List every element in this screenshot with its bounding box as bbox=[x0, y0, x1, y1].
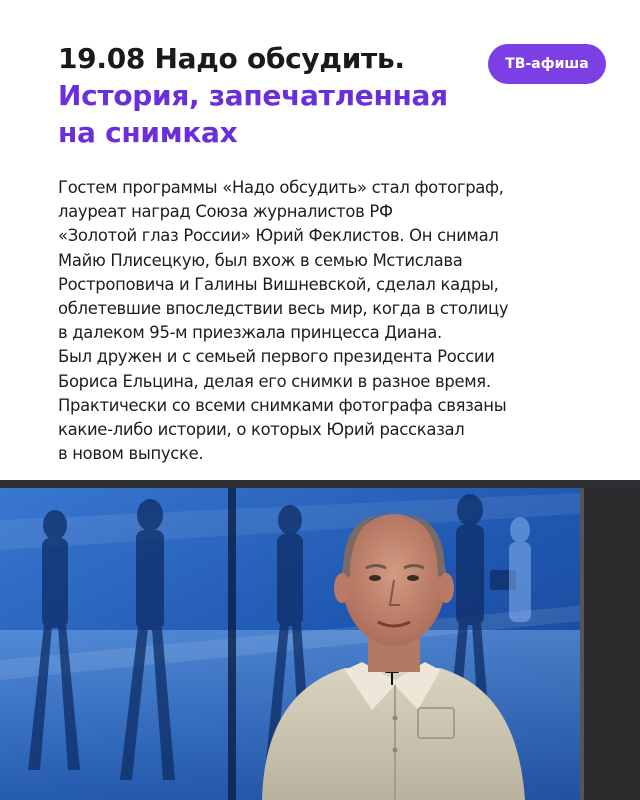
body-line: лауреат наград Союза журналистов РФ bbox=[58, 202, 393, 222]
body-line: облетевшие впоследствии весь мир, когда в столицу bbox=[58, 299, 509, 319]
body-line: Майю Плисецкую, был вхож в семью Мстислава bbox=[58, 250, 463, 270]
body-line: Практически со всеми снимками фотографа связаны bbox=[58, 395, 507, 415]
body-line: «Золотой глаз России» Юрий Феклистов. Он снимал bbox=[58, 226, 499, 246]
body-line: Бориса Ельцина, делая его снимки в разное время. bbox=[58, 371, 491, 391]
guest-photo bbox=[0, 480, 640, 800]
post-body bbox=[58, 176, 598, 466]
body-line: в новом выпуске. bbox=[58, 444, 204, 464]
body-line: Был дружен и с семьей первого президента России bbox=[58, 347, 495, 367]
headline-subtitle-line1: История, запечатленная bbox=[58, 79, 448, 112]
body-line: какие-либо истории, о которых Юрий рассказал bbox=[58, 420, 465, 440]
post-headline bbox=[58, 40, 498, 151]
tv-afisha-badge[interactable]: ТВ-афиша bbox=[488, 44, 606, 84]
body-line: в далеком 95-м приезжала принцесса Диана. bbox=[58, 323, 442, 343]
body-line: Ростроповича и Галины Вишневской, сделал кадры, bbox=[58, 274, 499, 294]
headline-date-title: 19.08 Надо обсудить. bbox=[58, 42, 405, 75]
body-line: Гостем программы «Надо обсудить» стал фотограф, bbox=[58, 178, 504, 197]
headline-subtitle-line2: на снимках bbox=[58, 116, 238, 149]
